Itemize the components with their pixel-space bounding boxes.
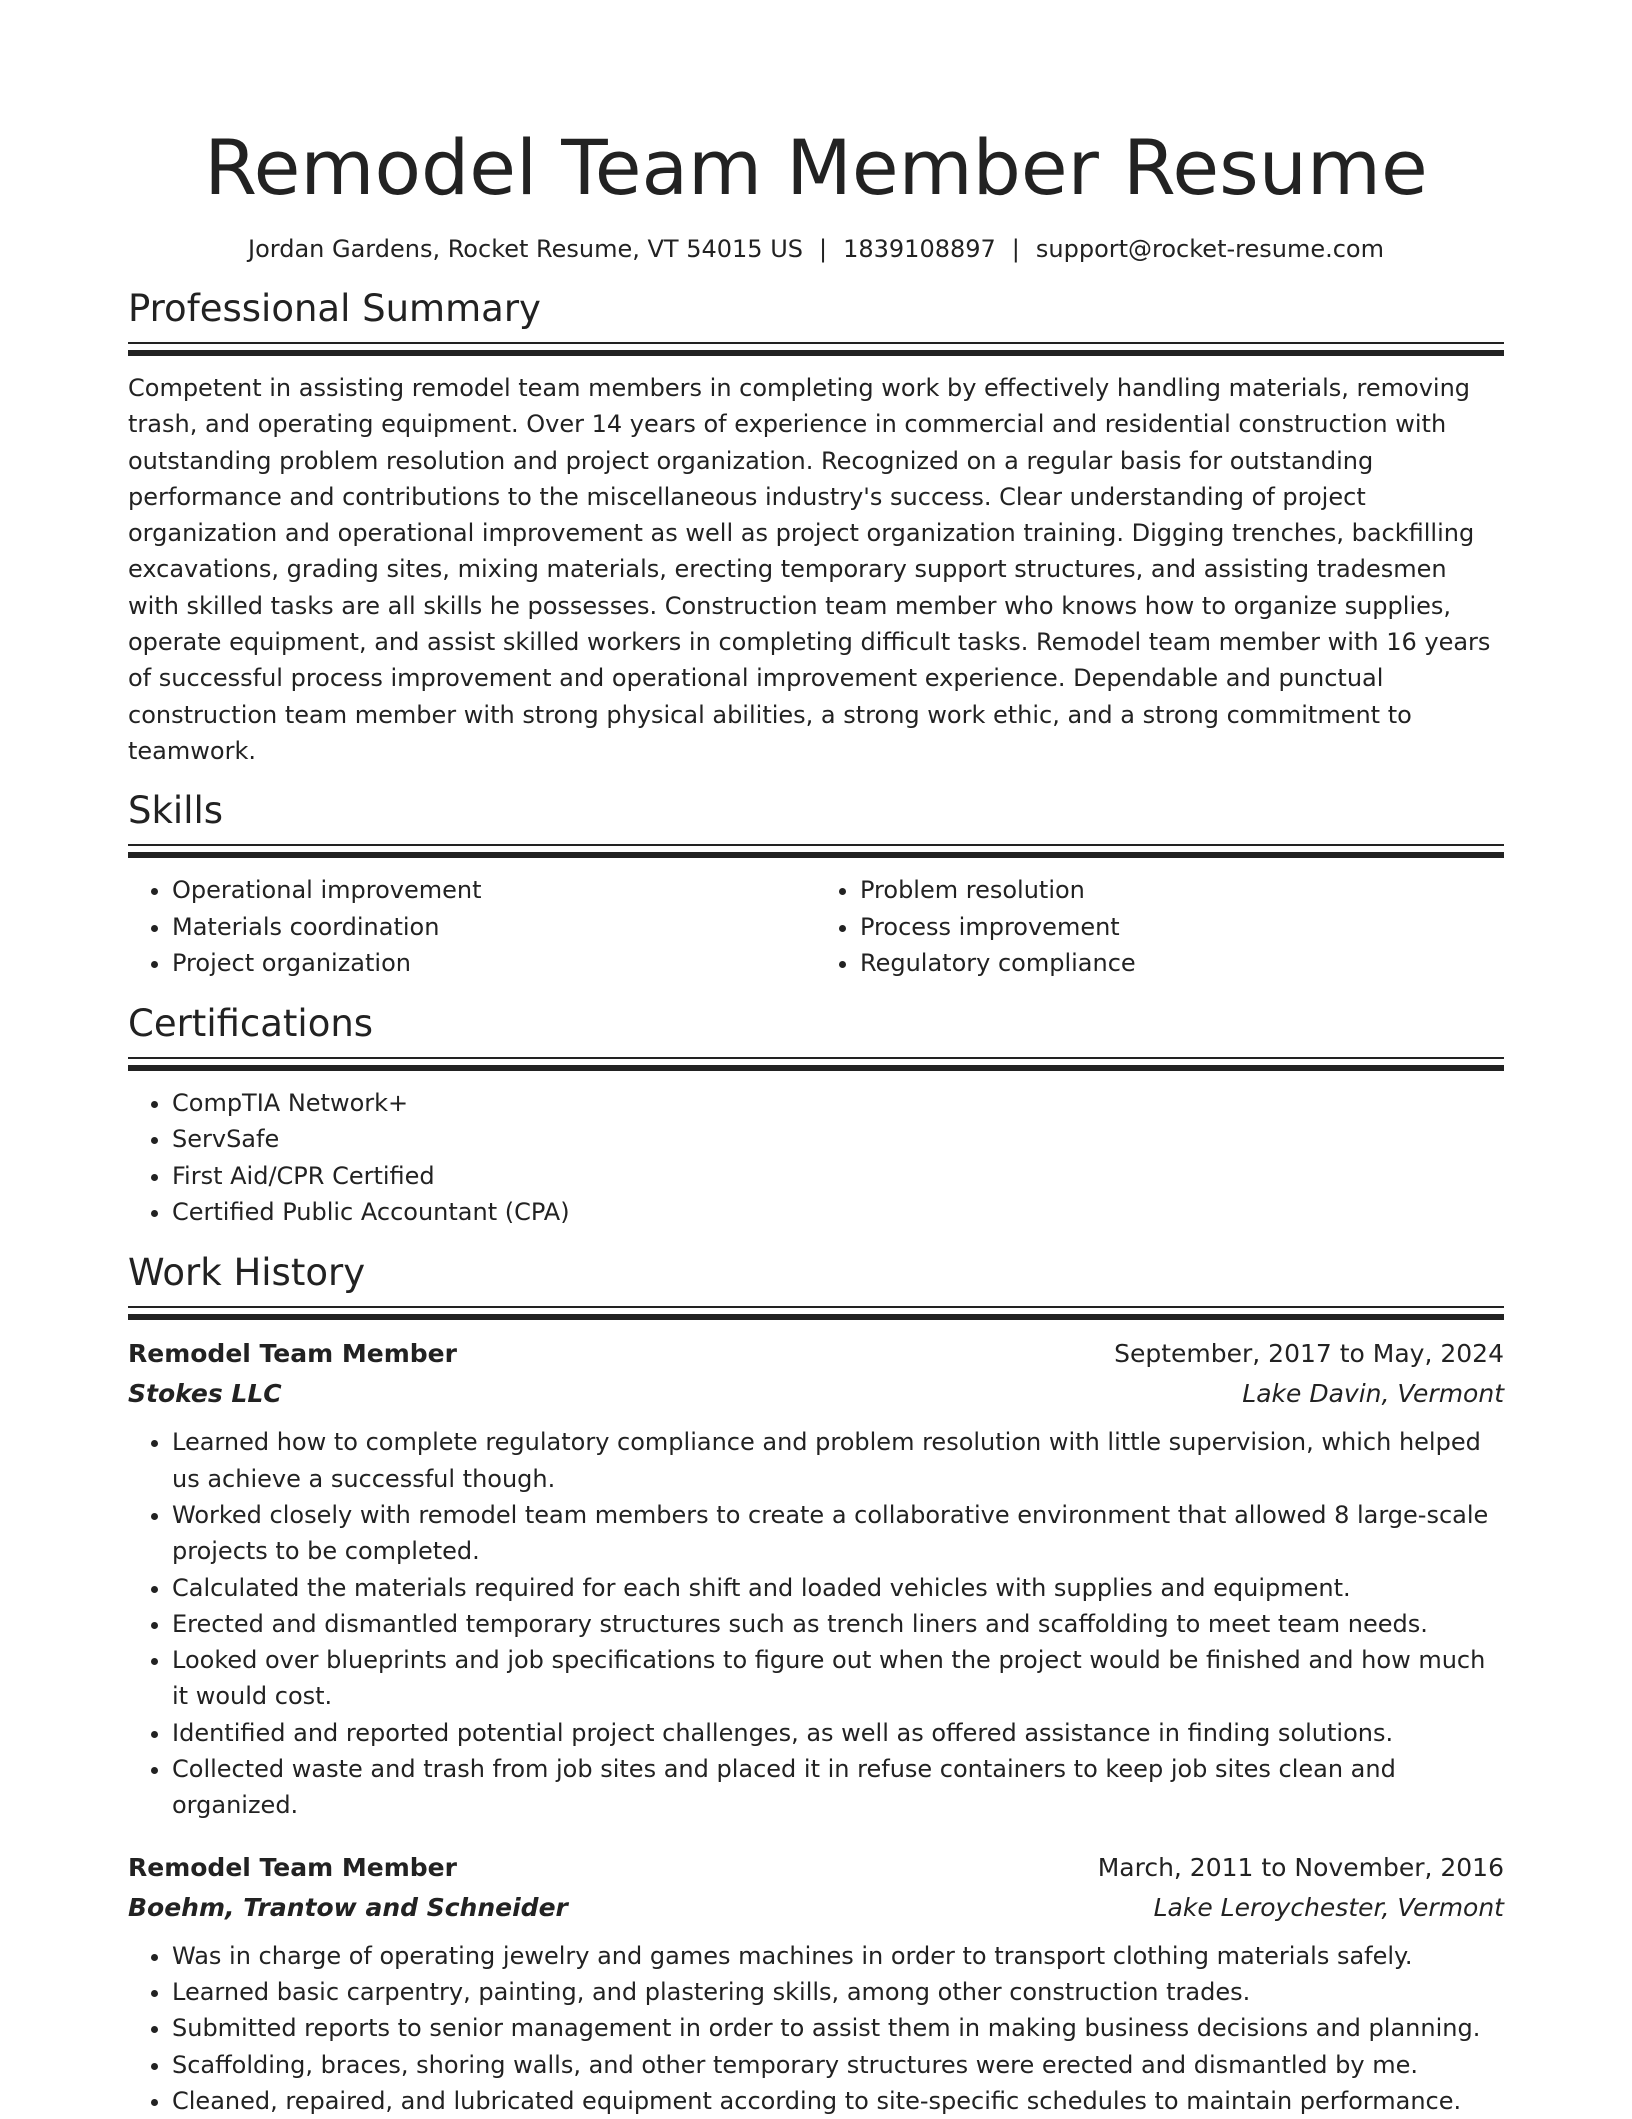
job-duty: • Learned basic carpentry, painting, and plastering skills, among other construction trades.	[172, 1974, 1504, 2010]
work-history-section	[128, 1250, 1504, 2119]
summary-heading: Professional Summary	[128, 287, 541, 330]
skills-heading: Skills	[128, 789, 224, 833]
job-duty: • Submitted reports to senior management in order to assist them in making business decisions and planning.	[172, 2010, 1504, 2046]
job-location: Lake Davin, Vermont	[1242, 1379, 1504, 1409]
skills-section	[128, 788, 1504, 981]
job-duty: • Learned how to complete regulatory compliance and problem resolution with little supervision, which helped us achieve a successful though.	[172, 1424, 1504, 1497]
skill-item: • Project organization	[172, 945, 816, 981]
job-title: Remodel Team Member	[128, 1852, 457, 1882]
skill-item: • Regulatory compliance	[860, 945, 1504, 981]
certification-item: • Certified Public Accountant (CPA)	[172, 1194, 1504, 1230]
contact-email: support@rocket-resume.com	[1035, 235, 1384, 263]
job-location: Lake Leroychester, Vermont	[1153, 1892, 1504, 1922]
certifications-list	[128, 1085, 1504, 1230]
resume-page	[128, 0, 1504, 2119]
certification-item: • ServSafe	[172, 1121, 1504, 1157]
job-duty: • Scaffolding, braces, shoring walls, and other temporary structures were erected and dismantled by me.	[172, 2047, 1504, 2083]
job-duties-list	[128, 1938, 1504, 2119]
section-divider	[128, 342, 1504, 356]
job-subheader	[128, 1888, 1504, 1928]
job-duty: • Calculated the materials required for each shift and loaded vehicles with supplies and equipment.	[172, 1570, 1504, 1606]
contact-separator: |	[1011, 235, 1020, 263]
job-company: Boehm, Trantow and Schneider	[128, 1892, 568, 1922]
certification-item: • First Aid/CPR Certified	[172, 1158, 1504, 1194]
job-entry	[128, 1334, 1504, 1823]
skill-item: • Problem resolution	[860, 872, 1504, 908]
section-divider	[128, 1306, 1504, 1320]
job-entry	[128, 1848, 1504, 2119]
work-history-heading: Work History	[128, 1251, 366, 1295]
section-divider	[128, 1057, 1504, 1071]
summary-section	[128, 286, 1504, 769]
certifications-heading: Certifications	[128, 1002, 374, 1046]
job-dates: September, 2017 to May, 2024	[1114, 1339, 1504, 1369]
job-title: Remodel Team Member	[128, 1339, 457, 1369]
skill-item: • Process improvement	[860, 909, 1504, 945]
summary-text: Competent in assisting remodel team members in completing work by effectively handling materials, removing trash, and operating equipment. Over 14 years of experience in commercial and residential construction with outstanding problem resolution and project organization. Recognized on a regular basis for outstanding performance and contributions to the miscellaneous industry's success. Clear understanding of project organization and operational improvement as well as project organization training. Digging trenches, backfilling excavations, grading sites, mixing materials, erecting temporary support structures, and assisting tradesmen with skilled tasks are all skills he possesses. Construction team member who knows how to organize supplies, operate equipment, and assist skilled workers in completing difficult tasks. Remodel team member with 16 years of successful process improvement and operational improvement experience. Dependable and punctual construction team member with strong physical abilities, a strong work ethic, and a strong commitment to teamwork.	[128, 374, 1491, 765]
job-duties-list	[128, 1424, 1504, 1823]
job-duty: • Identified and reported potential project challenges, as well as offered assistance in finding solutions.	[172, 1715, 1504, 1751]
job-duty: • Worked closely with remodel team members to create a collaborative environment that allowed 8 large-scale projects to be completed.	[172, 1497, 1504, 1570]
contact-separator: |	[819, 235, 828, 263]
skills-list-left	[128, 872, 816, 981]
skills-list-right	[816, 872, 1504, 981]
contact-line	[128, 232, 1504, 266]
job-company: Stokes LLC	[128, 1379, 282, 1409]
job-duty: • Collected waste and trash from job sites and placed it in refuse containers to keep job sites clean and organized.	[172, 1751, 1504, 1824]
job-duty: • Cleaned, repaired, and lubricated equipment according to site-specific schedules to maintain performance.	[172, 2083, 1504, 2119]
job-header	[128, 1334, 1504, 1374]
skills-grid	[128, 872, 1504, 981]
job-duty: • Was in charge of operating jewelry and games machines in order to transport clothing materials safely.	[172, 1938, 1504, 1974]
skill-item: • Materials coordination	[172, 909, 816, 945]
contact-address: Jordan Gardens, Rocket Resume, VT 54015 US	[248, 235, 803, 263]
certifications-section	[128, 1001, 1504, 1230]
skill-item: • Operational improvement	[172, 872, 816, 908]
resume-title: Remodel Team Member Resume	[204, 123, 1428, 212]
job-duty: • Looked over blueprints and job specifications to figure out when the project would be finished and how much it would cost.	[172, 1642, 1504, 1715]
section-divider	[128, 844, 1504, 858]
contact-phone: 1839108897	[843, 235, 996, 263]
certification-item: • CompTIA Network+	[172, 1085, 1504, 1121]
job-duty: • Erected and dismantled temporary structures such as trench liners and scaffolding to meet team needs.	[172, 1606, 1504, 1642]
job-subheader	[128, 1374, 1504, 1414]
job-header	[128, 1848, 1504, 1888]
job-dates: March, 2011 to November, 2016	[1097, 1852, 1504, 1882]
